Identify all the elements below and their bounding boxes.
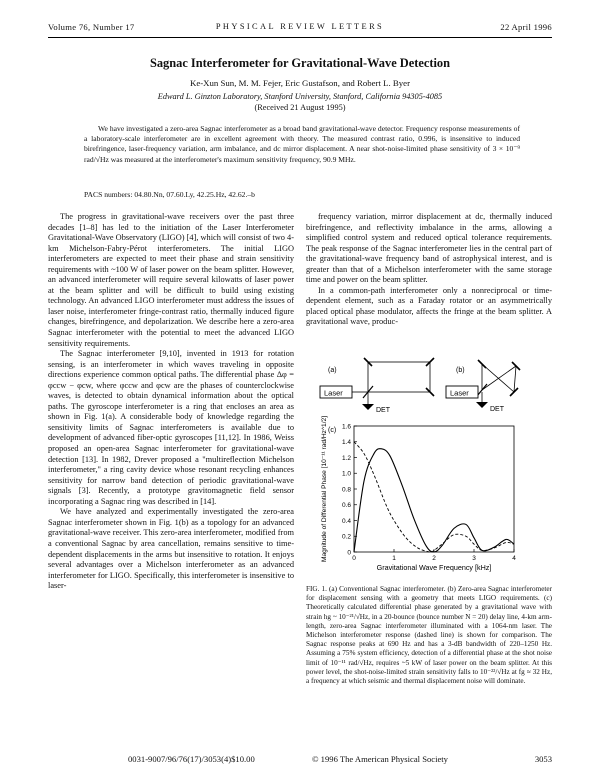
plot-frame [354,426,514,552]
zero-area-sagnac-diagram [446,360,520,413]
figure-caption: FIG. 1. (a) Conventional Sagnac interferometer. (b) Zero-area Sagnac interferometer for displacement sensing with a geometry that meets LIGO requirements. (c) Theoretically calculated differential phase generated by a gravitational wave with strain hg ~ 10⁻²¹/√Hz, in a 20-bounce (bounce number N = 20) delay line, 4-km arm-length, zero-area Sagnac interferometer illuminated with a 1064-nm laser. The Michelson interferometer response (dashed line) is shown for comparison. The Sagnac response peaks at 690 Hz and has a 3-dB bandwidth of 220–1250 Hz. Assuming a 75% system efficiency, detection of a differential phase at the shot noise limit of 10⁻¹¹ rad/√Hz, requires ~5 kW of laser power on the beam splitter. At this power level, the shot-noise-limited strain sensitivity falls to 10⁻²²/√Hz at fg ≈ 32 Hz, a frequency at which seismic and thermal displacement noise will dominate. [306,585,552,686]
pacs-numbers: PACS numbers: 04.80.Nn, 07.60.Ly, 42.25.Hz, 42.62.–b [84,190,255,199]
figure-1-svg [306,356,552,582]
running-header [48,22,552,36]
x-axis-ticks [352,549,516,562]
y-tick-label: 1.6 [341,423,351,431]
laser-label-b: Laser [450,388,469,398]
y-tick-label: 1.2 [341,454,351,462]
author-list: Ke-Xun Sun, M. M. Fejer, Eric Gustafson, and Robert L. Byer [189,78,411,88]
x-tick-label: 4 [512,555,516,562]
laser-label-a: Laser [324,388,343,398]
y-tick-label: 0.2 [341,533,351,541]
panel-c-label: (c) [328,427,337,434]
y-axis-ticks [342,423,357,556]
panel-b-label: (b) [456,367,465,374]
y-axis-label: Magnitude of Differential Phase [10⁻¹¹ rad/Hz^1/2] [321,415,328,563]
body-paragraph: The Sagnac interferometer [9,10], invented in 1913 for rotation sensing, is an interferometer in which waves traveling in opposite directions experience common optical paths. The differential phase Δφ = φccw − φcw, where φccw and φcw are the phases of counterclockwise waves, is detected to obtain dynamical information about the optical paths. The gyroscope interferometer is a ring that encloses an area as shown in Fig. 1(a). A considerable body of knowledge regarding the sensitivity limits of Sagnac interferometers is available due to development of advanced fiber-optic gyroscopes [11,12]. In 1986, Weiss proposed an open-area Sagnac interferometer for gravitational-wave detection [13]. In 1982, Drever proposed a "multireflection Michelson interferometer," a ring cavity device whose resonant recycling enhances sensitivity for narrow band detection of periodic gravitational-wave signals [3]. Recently, a prototype gravitomagnetic field sensor incorporating a Sagnac ring was described in [14]. [48,349,294,506]
michelson-response-line [354,442,514,552]
detector-a [362,404,374,410]
body-paragraph: We have analyzed and experimentally investigated the zero-area Sagnac interferometer shown in Fig. 1(b) as a topology for an advanced gravitational-wave receiver. This zero-area interferometer, modified from a conventional Sagnac by area cancellation, remains sensitive to time-dependent displacements in the arms but insensitive to rotation. It enjoys several advantages over a Michelson interferometer as an advanced interferometer for LIGO. Specifically, this interferometer is insensitive to laser- [48,507,294,591]
body-paragraph: frequency variation, mirror displacement at dc, thermally induced birefringence, and reflectivity imbalance in the arms, allowing a simplified control system and reduced optical tolerance requirements. The peak response of the Sagnac interferometer lies in the central part of the gravitational-wave frequency band of astrophysical interest, and is greater than that of a Michelson interferometer with the same storage time and power on the beam splitter. [306,212,552,285]
article-code: 0031-9007/96/76(17)/3053(4)$10.00 [128,754,255,764]
copyright: © 1996 The American Physical Society [312,754,448,764]
body-paragraph: In a common-path interferometer only a nonreciprocal or time-dependent element, such as a Faraday rotator or an asymmetrically placed optical phase modulator, affects the fringe at the beam splitter. A gravitational wave, produc- [306,285,552,327]
arm-diagonal-2 [482,366,516,390]
y-tick-label: 0.8 [341,486,351,494]
ring-path [368,362,430,392]
abstract: We have investigated a zero-area Sagnac interferometer as a broad band gravitational-wave detector. Frequency response measurements of a laboratory-scale interferometer are in excellent agreement with theory. The measured contrast ratio, 0.996, is insensitive to induced birefringence, laser-frequency variation, arm imbalance, and dc mirror displacement. A near shot-noise-limited phase sensitivity of 3 × 10⁻⁹ rad/√Hz was measured at the interferometer's maximum sensitivity frequency, 90.9 MHz. [84,124,520,164]
issue-date: 22 April 1996 [500,22,552,32]
left-column [48,212,294,592]
detector-b [476,402,488,408]
paper-title: Sagnac Interferometer for Gravitational-Wave Detection [149,56,451,70]
x-tick-label: 3 [472,555,476,562]
panel-a-label: (a) [328,367,337,374]
y-tick-label: 0 [347,549,351,557]
figure-1 [306,356,552,582]
y-tick-label: 1.0 [341,470,351,478]
y-tick-label: 0.4 [341,517,351,525]
x-axis-label: Gravitational Wave Frequency [kHz] [376,563,492,572]
x-tick-label: 1 [392,555,396,562]
volume-number: Volume 76, Number 17 [48,22,135,32]
sagnac-response-line [354,449,514,552]
y-tick-label: 1.4 [341,439,351,447]
header-rule [48,37,552,38]
page-number: 3053 [534,754,552,764]
x-tick-label: 2 [432,555,436,562]
body-paragraph: The progress in gravitational-wave receivers over the past three decades [1–8] has led to the initiation of the Laser Interferometer Gravitational-Wave Observatory (LIGO) [4], which will consist of two 4-km Michelson-Fabry-Pérot interferometers. The initial LIGO interferometers are expected to meet their phase and strain sensitivity requirements with ~100 W of laser power on the beam splitter. However, an advanced interferometer will require several kilowatts of laser power at the beam splitter and will be difficult to build using existing technology. An advanced LIGO interferometer must address the issues of laser noise, interferometer fringe-contrast ratio, thermally induced figure changes, birefringence, and depolarization. We describe here a zero-area Sagnac interferometer with the potential to meet the advanced LIGO sensitivity requirements. [48,212,294,348]
journal-name: PHYSICAL REVIEW LETTERS [215,22,385,31]
arm-diagonal-1 [482,364,514,392]
x-tick-label: 0 [352,555,356,562]
page-footer [48,754,552,766]
detector-label-a: DET [376,407,390,414]
response-plot [321,416,516,572]
sagnac-ring-diagram [320,358,434,414]
arm-return [514,366,516,392]
affiliation: Edward L. Ginzton Laboratory, Stanford University, Stanford, California 94305-4085 [157,92,443,101]
y-tick-label: 0.6 [341,502,351,510]
detector-label-b: DET [490,406,504,413]
received-date: (Received 21 August 1995) [254,103,346,112]
right-column [306,212,552,328]
